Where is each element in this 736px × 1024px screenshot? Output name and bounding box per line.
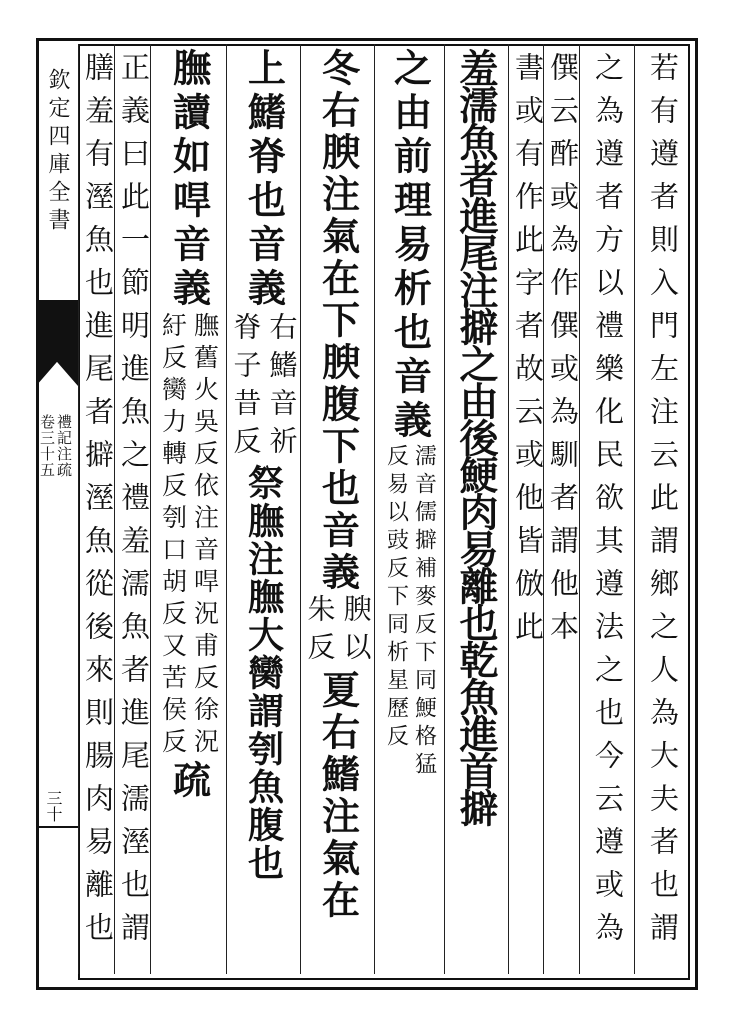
page-number: 三十	[44, 790, 63, 822]
column-text: 書或有作此字者故云或他皆倣此	[511, 52, 545, 654]
commentary-note	[302, 594, 374, 670]
text-column-1	[634, 44, 690, 974]
text-column-3	[543, 44, 579, 974]
text-column-8	[226, 44, 300, 974]
column-text: 僎云酢或為作僎或為馴者謂他本	[546, 52, 580, 654]
main-text-continued: 夏右鰭注氣在	[315, 670, 361, 922]
commentary-note	[228, 312, 300, 464]
text-column-7	[300, 44, 374, 974]
text-column-11	[78, 44, 114, 974]
column-text: 羞濡魚者進尾注擗之由後鯁肉易離也乾魚進首擗	[453, 48, 499, 825]
main-text: 膴讀如哻音義	[166, 48, 212, 312]
note-right: 濡音儒擗補麥反下同鯁格猛	[411, 444, 437, 780]
volume-number: 卷三十五	[38, 414, 56, 478]
text-column-9	[150, 44, 226, 974]
commentary-note	[382, 444, 438, 780]
column-text: 之為遵者方以禮樂化民欲其遵法之也今云遵或為	[591, 52, 625, 955]
note-right: 腴以	[339, 594, 373, 670]
main-text: 之由前理易析也音義	[387, 48, 433, 444]
column-text: 膳羞有溼魚也進尾者擗溼魚從後來則腸肉易離也	[81, 52, 115, 955]
collection-title: 欽定四庫全書	[45, 68, 70, 236]
column-text: 正義曰此一節明進魚之禮羞濡魚者進尾濡溼也謂	[117, 52, 151, 955]
note-right: 膴舊火吳反依注音哻況甫反徐況	[190, 312, 220, 760]
text-column-10	[114, 44, 150, 974]
page-margin	[36, 38, 78, 990]
note-left: 脊子昔反	[229, 312, 263, 464]
text-column-5	[444, 44, 508, 974]
column-text: 若有遵者則入門左注云此謂鄉之人為大夫者也謂	[646, 52, 680, 955]
note-left: 朱反	[303, 594, 337, 670]
text-column-4	[508, 44, 543, 974]
main-text: 上鰭脊也音義	[241, 48, 287, 312]
margin-rule	[36, 826, 78, 828]
note-left: 紆反臠力轉反刳口胡反又苦侯反	[158, 312, 188, 760]
text-column-2	[579, 44, 634, 974]
fishtail-mark	[36, 300, 78, 386]
note-right: 右鰭音祈	[265, 312, 299, 464]
main-text-continued: 疏	[166, 760, 212, 804]
text-column-6	[374, 44, 444, 974]
book-title: 禮記注疏	[55, 414, 73, 478]
main-text: 冬右腴注氣在下腴腹下也音義	[315, 48, 361, 594]
commentary-note	[157, 312, 221, 760]
note-left: 反易以豉反下同析星歷反	[383, 444, 409, 752]
main-text-continued: 祭膴注膴大臠謂刳魚腹也	[242, 464, 285, 882]
